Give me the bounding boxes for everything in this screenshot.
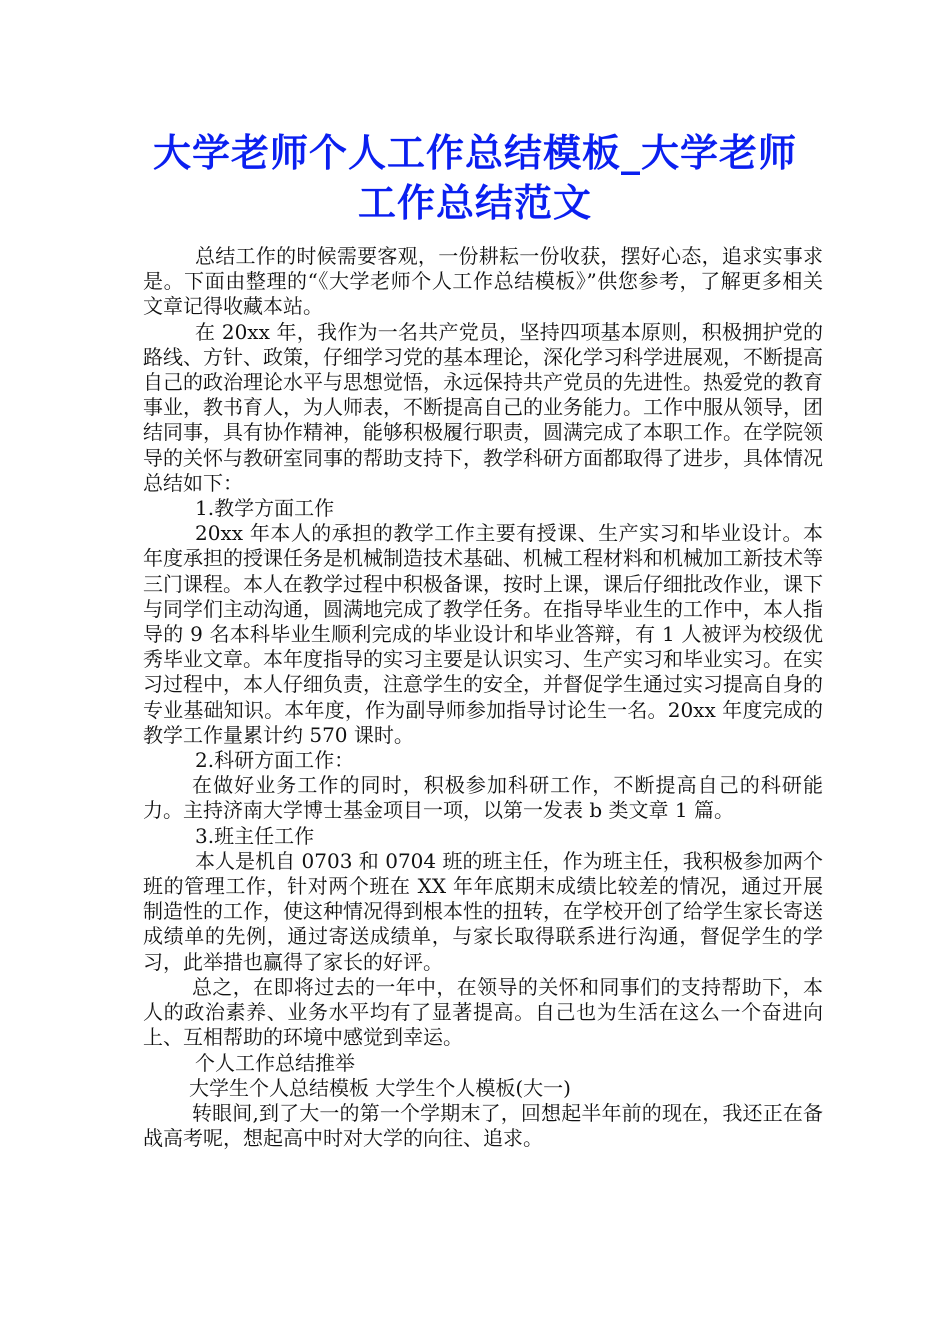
body-paragraph: 转眼间,到了大一的第一个学期末了，回想起半年前的现在，我还正在备战高考呢，想起高中时对大学的向往、追求。 [143,1100,823,1151]
intro-paragraph: 总结工作的时候需要客观，一份耕耘一份收获，摆好心态，追求实事求是。下面由整理的“《大学老师个人工作总结模板》”供您参考，了解更多相关文章记得收藏本站。 [143,244,823,319]
related-heading: 个人工作总结推举 [195,1050,355,1075]
body-paragraph: 在做好业务工作的同时，积极参加科研工作，不断提高自己的科研能力。主持济南大学博士基金项目一项，以第一发表 b 类文章 1 篇。 [143,773,823,823]
document-body [143,244,823,1151]
body-paragraph: 本人是机自 0703 和 0704 班的班主任，作为班主任，我积极参加两个班的管理工作，针对两个班在 XX 年年底期末成绩比较差的情况，通过开展制造性的工作，使这种情况得到根本性的扭转，在学校开创了给学生家长寄送成绩单的先例，通过寄送成绩单，与家长取得联系进行沟通，督促学生的学习，此举措也赢得了家长的好评。 [143,848,823,974]
section-heading: 1.教学方面工作 [195,496,335,521]
body-paragraph: 在 20xx 年，我作为一名共产党员，坚持四项基本原则，积极拥护党的路线、方针、政策，仔细学习党的基本理论，深化学习科学进展观，不断提高自己的政治理论水平与思想觉悟，永远保持共产党员的先进性。热爱党的教育事业，教书育人，为人师表，不断提高自己的业务能力。工作中服从领导，团结同事，具有协作精神，能够积极履行职责，圆满完成了本职工作。在学院领导的关怀与教研室同事的帮助支持下，教学科研方面都取得了进步，具体情况总结如下： [143,319,823,495]
document-title: 大学老师个人工作总结模板_大学老师工作总结范文 [152,130,797,225]
section-heading: 3.班主任工作 [195,823,315,848]
body-paragraph: 总之，在即将过去的一年中，在领导的关怀和同事们的支持帮助下，本人的政治素养、业务水平均有了显著提高。自己也为生活在这么一个奋进向上、互相帮助的环境中感觉到幸运。 [143,974,823,1050]
section-heading: 2.科研方面工作： [195,748,355,773]
body-paragraph: 20xx 年本人的承担的教学工作主要有授课、生产实习和毕业设计。本年度承担的授课任务是机械制造技术基础、机械工程材料和机械加工新技术等三门课程。本人在教学过程中积极备课，按时上课，课后仔细批改作业，课下与同学们主动沟通，圆满地完成了教学任务。在指导毕业生的工作中，本人指导的 9 名本科毕业生顺利完成的毕业设计和毕业答辩，有 1 人被评为校级优秀毕业文章。本年度指导的实习主要是认识实习、生产实习和毕业实习。在实习过程中，本人仔细负责，注意学生的安全，并督促学生通过实习提高自身的专业基础知识。本年度，作为副导师参加指导讨论生一名。20xx 年度完成的教学工作量累计约 570 课时。 [143,521,823,747]
related-links-line: 大学生个人总结模板 大学生个人模板(大一) [189,1075,571,1100]
